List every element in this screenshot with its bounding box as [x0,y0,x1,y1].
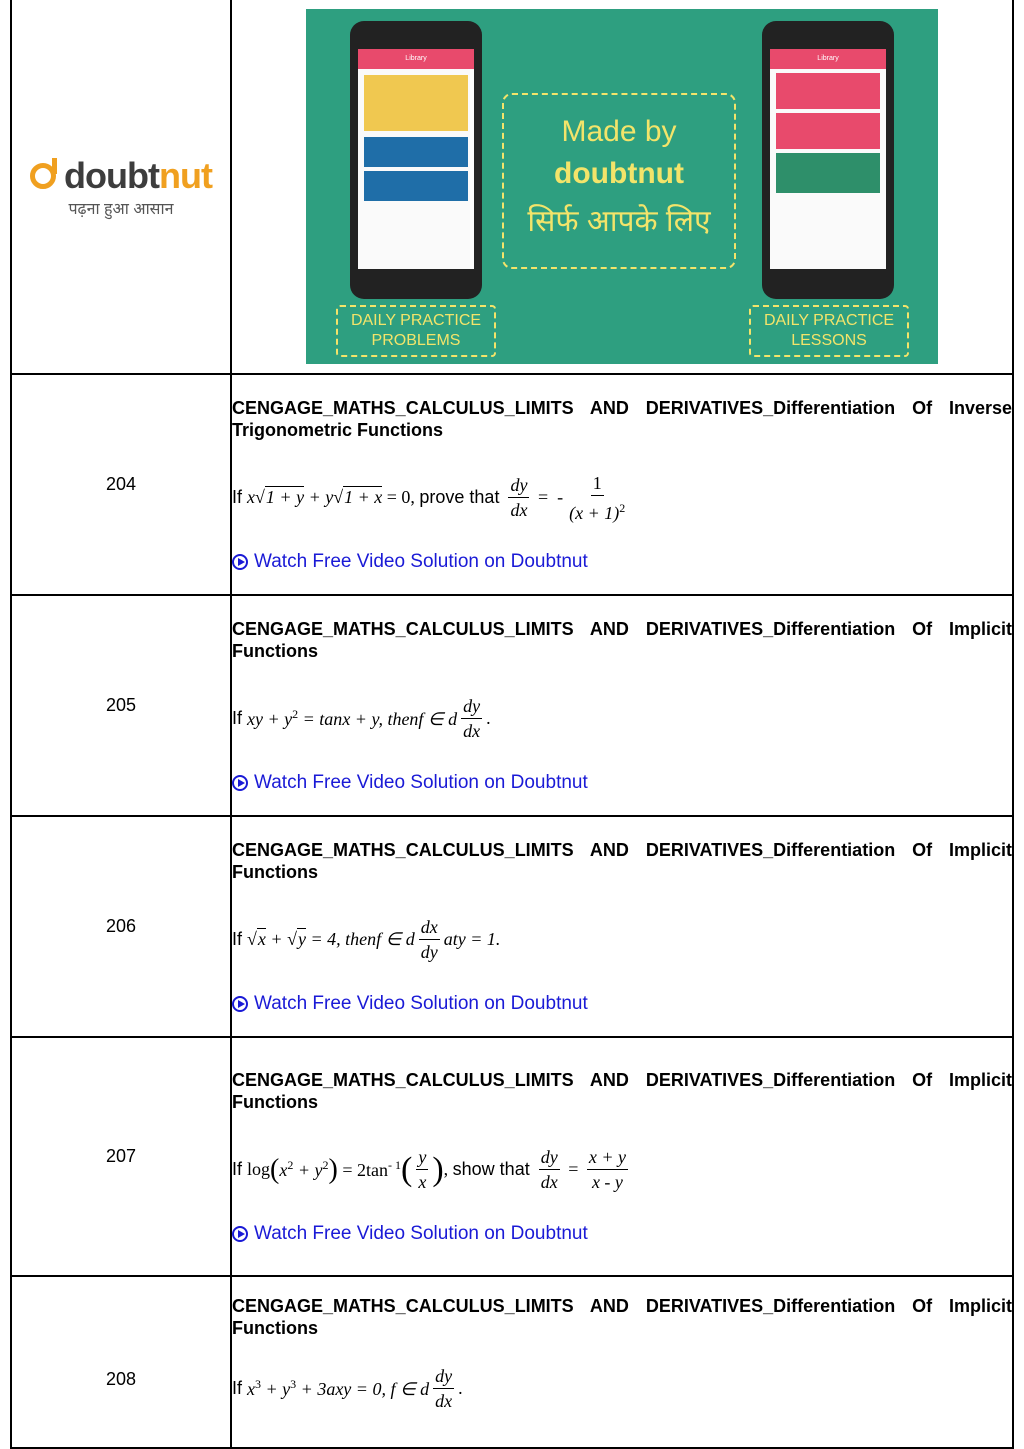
question-title: CENGAGE_MATHS_CALCULUS_LIMITS AND DERIVATIVES_Differentiation Of Implicit Functions [232,839,1012,882]
question-title: CENGAGE_MATHS_CALCULUS_LIMITS AND DERIVATIVES_Differentiation Of Inverse Trigonometric Functions [232,397,1012,440]
question-text: If xy + $y^2 = \tan x + y$, thenf ∈ d $\frac{dy}{dx}$ . [232,696,491,741]
right-banner-tag: DAILY PRACTICE LESSONS [749,305,909,357]
question-content [231,595,1013,816]
left-phone-title: Library [358,49,474,69]
promo-banner [306,9,938,364]
left-banner-tag: DAILY PRACTICE PROBLEMS [336,305,496,357]
banner-row [11,0,1013,374]
made-by-box [502,93,736,269]
made-by-line3: सिर्फ आपके लिए [527,205,711,238]
logo-word-a: doubt [64,154,159,196]
question-row [11,816,1013,1037]
question-row [11,374,1013,595]
watch-video-link[interactable]: Watch Free Video Solution on Doubtnut [232,772,1012,794]
question-content [231,374,1013,595]
play-icon [232,775,248,791]
play-icon [232,554,248,570]
left-phone-image [350,21,482,299]
banner-cell [231,0,1013,374]
right-phone-title: Library [770,49,886,69]
question-number: 205 [11,595,231,816]
question-text: If $x^3 + y^3 + 3axy = 0$, f ∈ d $\frac{dy}{dx}$ . [232,1365,463,1411]
question-title: CENGAGE_MATHS_CALCULUS_LIMITS AND DERIVATIVES_Differentiation Of Implicit Functions [232,1069,1012,1112]
play-icon [232,1226,248,1242]
question-number: 204 [11,374,231,595]
doubtnut-logo [12,155,230,219]
logo-word-b: nut [158,154,212,196]
questions-table [10,0,1014,1449]
logo-cell [11,0,231,374]
question-content [231,1276,1013,1448]
question-content [231,816,1013,1037]
question-title: CENGAGE_MATHS_CALCULUS_LIMITS AND DERIVATIVES_Differentiation Of Implicit Functions [232,618,1012,661]
question-number: 206 [11,816,231,1037]
question-title: CENGAGE_MATHS_CALCULUS_LIMITS AND DERIVATIVES_Differentiation Of Implicit Functions [232,1296,1012,1338]
question-number: 207 [11,1037,231,1276]
made-by-line2: doubtnut [554,157,684,190]
question-content [231,1037,1013,1276]
watch-video-link[interactable]: Watch Free Video Solution on Doubtnut [232,1223,1012,1245]
question-text: If √x + √y = 4, thenf ∈ d $\frac{dx}{dy}$ aty = 1. [232,917,501,962]
question-row [11,595,1013,816]
question-text: If log ( $x^2 + y^2$ ) = $2\tan^{- 1}$ ( $\frac{y}{x}$ ) , show that $\frac{dy}{dx}$ = $\frac{x + y}{x - y}$ [232,1147,626,1192]
question-number: 208 [11,1276,231,1448]
right-phone-image [762,21,894,299]
play-icon [232,996,248,1012]
question-row [11,1276,1013,1448]
made-by-line1: Made by [561,115,677,148]
logo-tagline: पढ़ना हुआ आसान [68,200,174,218]
question-row [11,1037,1013,1276]
question-text: If x√1 + y + y√1 + x = 0, prove that $\frac{dy}{dx}$ = - $\frac{1}{(x + 1)^2}$ [232,472,626,523]
watch-video-link[interactable]: Watch Free Video Solution on Doubtnut [232,993,1012,1015]
doubtnut-mark-icon [30,163,56,189]
watch-video-link[interactable]: Watch Free Video Solution on Doubtnut [232,551,1012,573]
